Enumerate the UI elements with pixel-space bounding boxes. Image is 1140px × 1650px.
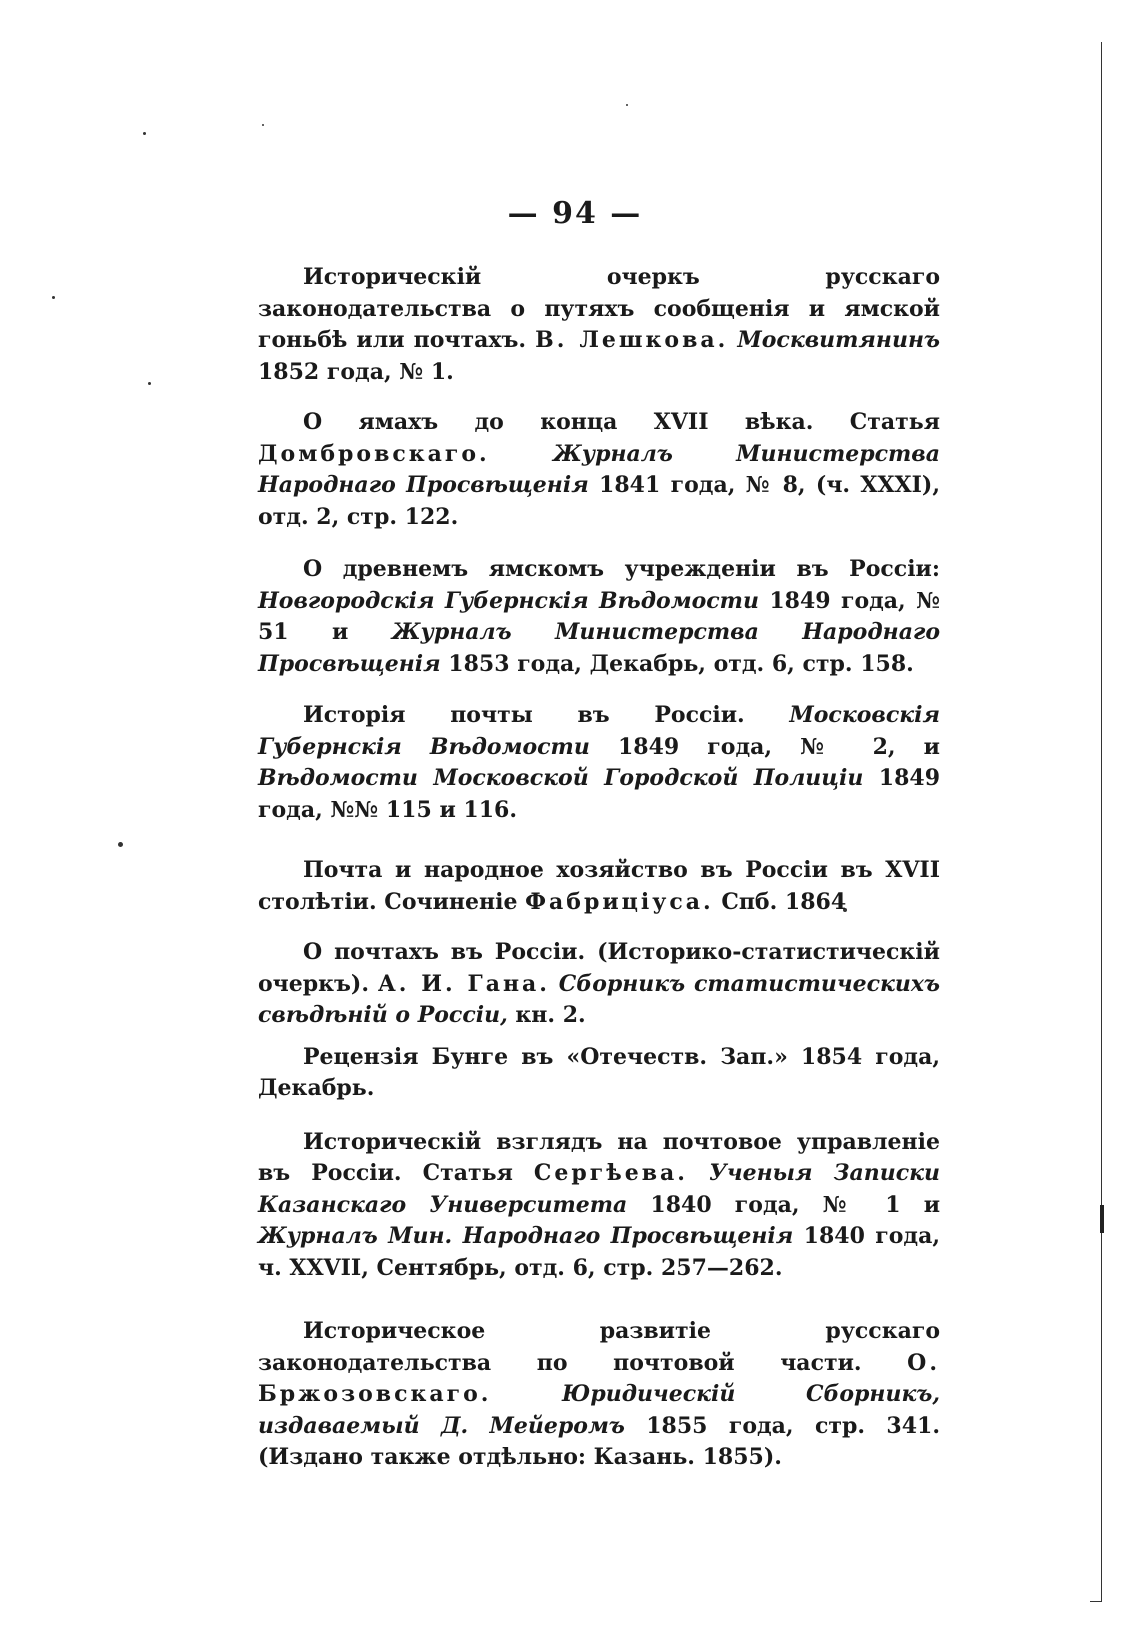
entry-author: Сергѣева. — [533, 1160, 688, 1186]
entry-text: 1849 года, № 2, и — [589, 733, 940, 760]
entry-text: 1841 года, № 8, (ч. XXXI), отд. 2, стр. 122. — [258, 472, 940, 530]
entry-text: О ямахъ до конца XVII вѣка. Статья — [303, 409, 940, 435]
entry-text: 1849 года, №№ 115 и 116. — [258, 765, 940, 823]
bibliography-entry — [258, 262, 940, 388]
bibliography-entry — [258, 407, 940, 533]
print-speck — [626, 104, 628, 106]
entry-text — [491, 1381, 562, 1407]
entry-text: Историческій взглядъ на почтовое управленіе въ Россіи. Статья — [258, 1128, 940, 1186]
bibliography-entry — [258, 1316, 940, 1474]
entry-text: 1853 года, Декабрь, отд. 6, стр. 158. — [440, 650, 914, 677]
entry-publication: Московскія Губернскія Вѣдомости — [258, 702, 940, 760]
bibliography-entry — [258, 1042, 940, 1105]
entry-publication: Новгородскія Губернскія Вѣдомости — [258, 587, 759, 614]
entry-publication: Ученыя Записки Казанскаго Университета — [258, 1160, 940, 1218]
entry-publication: Сборникъ статистическихъ свѣдѣній о Россіи, — [258, 970, 940, 1028]
page-edge-line — [1101, 42, 1102, 1602]
print-speck — [52, 296, 55, 299]
entry-publication: Журналъ Министерства Народнаго Просвѣщенія — [258, 440, 940, 498]
print-speck — [262, 124, 264, 126]
entry-author: Фабриціуса. — [525, 888, 714, 915]
print-speck — [143, 132, 146, 135]
print-speck — [148, 382, 151, 385]
bibliography-list — [258, 262, 940, 1474]
entry-text: Историческое развитіе русскаго законодательства по почтовой части. — [258, 1318, 940, 1376]
entry-text: О древнемъ ямскомъ учрежденіи въ Россіи: — [303, 556, 940, 582]
entry-publication: Журналъ Мин. Народнаго Просвѣщенія — [258, 1223, 794, 1249]
entry-author: В. Лешкова. — [535, 327, 729, 353]
page-number: — 94 — — [507, 196, 643, 231]
entry-author: О. Бржозовскаго. — [258, 1349, 940, 1407]
entry-text: Спб. 1864 — [713, 888, 847, 915]
bibliography-entry — [258, 700, 940, 826]
bibliography-entry — [258, 855, 940, 918]
entry-text: кн. 2. — [507, 1002, 586, 1028]
entry-text — [550, 971, 559, 997]
print-speck — [118, 842, 123, 847]
entry-author: Домбровскаго. — [258, 440, 490, 467]
entry-text: Почта и народное хозяйство въ Россіи въ XVII столѣтіи. Сочиненіе — [258, 857, 940, 915]
entry-publication: Москвитянинъ — [737, 327, 940, 353]
entry-text: Историческій очеркъ русскаго законодательства о путяхъ сообщенія и ямской гоньбѣ или почтахъ. — [258, 264, 940, 353]
entry-text: 1852 года, № 1. — [258, 358, 454, 385]
entry-text: Исторія почты въ Россіи. — [303, 702, 790, 728]
entry-text: 1840 года, № 1 и — [627, 1191, 941, 1218]
entry-publication: Журналъ Министерства Народнаго Просвѣщенія — [258, 619, 940, 677]
entry-publication: Юридическій Сборникъ, издаваемый Д. Мейеромъ — [258, 1381, 940, 1439]
page-edge-mark — [1100, 1205, 1104, 1233]
entry-text — [490, 441, 553, 467]
bibliography-entry — [258, 937, 940, 1032]
entry-text — [688, 1160, 709, 1186]
entry-text: 1840 года, ч. XXVII, Сентябрь, отд. 6, стр. 257—262. — [258, 1223, 940, 1281]
entry-text: 1855 года, стр. 341. (Издано также отдѣльно: Казань. 1855). — [258, 1412, 940, 1470]
entry-publication: Вѣдомости Московской Городской Полиціи — [258, 765, 864, 791]
entry-text: Рецензія Бунге въ «Отечеств. Зап.» 1854 года, Декабрь. — [258, 1043, 940, 1101]
entry-author: А. И. Гана. — [377, 970, 550, 997]
entry-text: 1849 года, № 51 и — [258, 587, 940, 645]
page-edge-foot — [1090, 1601, 1102, 1602]
bibliography-entry — [258, 1127, 940, 1285]
entry-text: О почтахъ въ Россіи. (Историко-статистическій очеркъ). — [258, 939, 940, 997]
bibliography-entry — [258, 554, 940, 680]
